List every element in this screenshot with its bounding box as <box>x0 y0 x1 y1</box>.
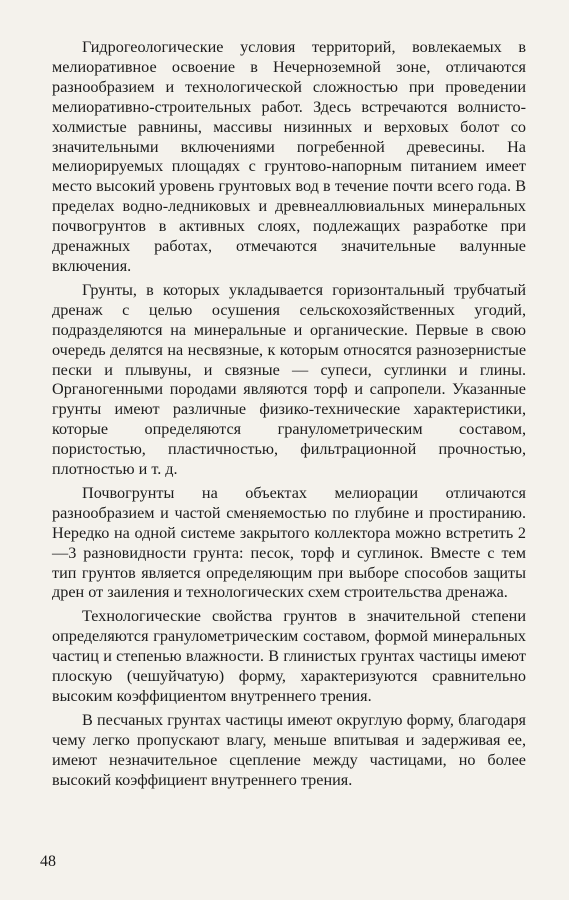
page-number: 48 <box>40 853 56 870</box>
paragraph-hydrogeology: Гидрогеологические условия территорий, вовлекаемых в мелиоративное освоение в Нечерноземной зоне, отличаются разнообразием и технологической сложностью при проведении мелиоративно-строительных работ. Здесь встречаются волнисто-холмистые равнины, массивы низинных и верховых болот со значительными включениями погребенной древесины. На мелиорируемых площадях с грунтово-напорным питанием имеет место высокий уровень грунтовых вод в течение почти всего года. В пределах водно-ледниковых и древнеаллювиальных минеральных почвогрунтов в активных слоях, подлежащих разработке при дренажных работах, отмечаются значительные валунные включения. <box>52 38 526 275</box>
paragraph-sandy-soils: В песчаных грунтах частицы имеют округлую форму, благодаря чему легко пропускают влагу, меньше впитывая и задерживая ее, имеют незначительное сцепление между частицами, но более высокий коэффициент внутреннего трения. <box>52 710 526 789</box>
body-text <box>52 38 526 795</box>
paragraph-soil-types: Грунты, в которых укладывается горизонтальный трубчатый дренаж с целью осушения сельскохозяйственных угодий, подразделяются на минеральные и органические. Первые в свою очередь делятся на несвязные, к которым относятся разнозернистые пески и плывуны, и связные — супеси, суглинки и глины. Органогенными породами являются торф и сапропели. Указанные грунты имеют различные физико-технические характеристики, которые определяются гранулометрическим составом, пористостью, пластичностью, фильтрационной прочностью, плотностью и т. д. <box>52 280 526 479</box>
paragraph-soil-variability: Почвогрунты на объектах мелиорации отличаются разнообразием и частой сменяемостью по глубине и простиранию. Нередко на одной системе закрытого коллектора можно встретить 2—3 разновидности грунта: песок, торф и суглинок. Вместе с тем тип грунтов является определяющим при выборе способов защиты дрен от заиления и технологических схем строительства дренажа. <box>52 483 526 602</box>
paragraph-technological-properties: Технологические свойства грунтов в значительной степени определяются гранулометрическим составом, формой минеральных частиц и степенью влажности. В глинистых грунтах частицы имеют плоскую (чешуйчатую) форму, характеризуются сравнительно высоким коэффициентом внутреннего трения. <box>52 607 526 705</box>
